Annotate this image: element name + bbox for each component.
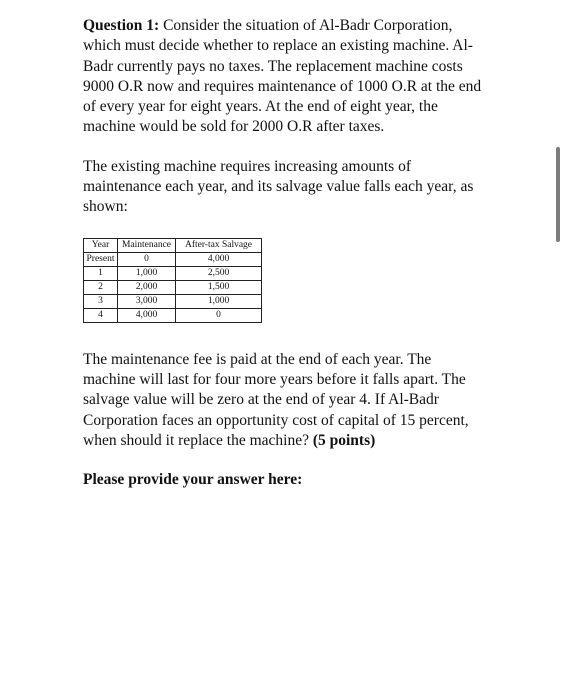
table-row [84,252,262,266]
cell-maintenance: 2,000 [118,280,176,294]
cell-maintenance: 1,000 [118,266,176,280]
cell-salvage: 0 [176,308,262,322]
replacement-paragraph [83,350,483,451]
cell-year: 1 [84,266,118,280]
table-header-row [84,238,262,252]
points-label: (5 points) [312,431,376,449]
vertical-scrollbar[interactable] [556,147,560,242]
question-intro-text: Consider the situation of Al-Badr Corporation, which must decide whether to replace an existing machine. Al-Badr currently pays no taxes. The replacement machine costs 9000 O.R now and requires maintenance of 1000 O.R at the end of every year for eight years. At the end of eight year, the machine would be sold for 2000 O.R after taxes. [83,17,482,136]
header-year: Year [84,238,118,252]
table-row [84,280,262,294]
cell-maintenance: 0 [118,252,176,266]
cell-year: 4 [84,308,118,322]
header-maintenance: Maintenance [118,238,176,252]
question-intro [83,16,483,138]
cell-salvage: 2,500 [176,266,262,280]
cell-maintenance: 3,000 [118,294,176,308]
cell-maintenance: 4,000 [118,308,176,322]
table-row [84,308,262,322]
cell-year: 2 [84,280,118,294]
question-content [83,16,483,490]
maintenance-table [83,238,262,323]
replacement-text: The maintenance fee is paid at the end of each year. The machine will last for four more years before it falls apart. The salvage value will be zero at the end of year 4. If Al-Badr Corporation faces an opportunity cost of capital of 15 percent, when should it replace the machine? [83,350,469,449]
answer-prompt: Please provide your answer here: [83,471,303,489]
question-label: Question 1: [83,17,160,34]
maintenance-paragraph: The existing machine requires increasing amounts of maintenance each year, and its salvage value falls each year, as shown: [83,157,474,216]
header-salvage: After-tax Salvage [176,238,262,252]
cell-year: 3 [84,294,118,308]
cell-salvage: 1,500 [176,280,262,294]
cell-salvage: 1,000 [176,294,262,308]
cell-year: Present [84,252,118,266]
cell-salvage: 4,000 [176,252,262,266]
table-row [84,294,262,308]
table-row [84,266,262,280]
